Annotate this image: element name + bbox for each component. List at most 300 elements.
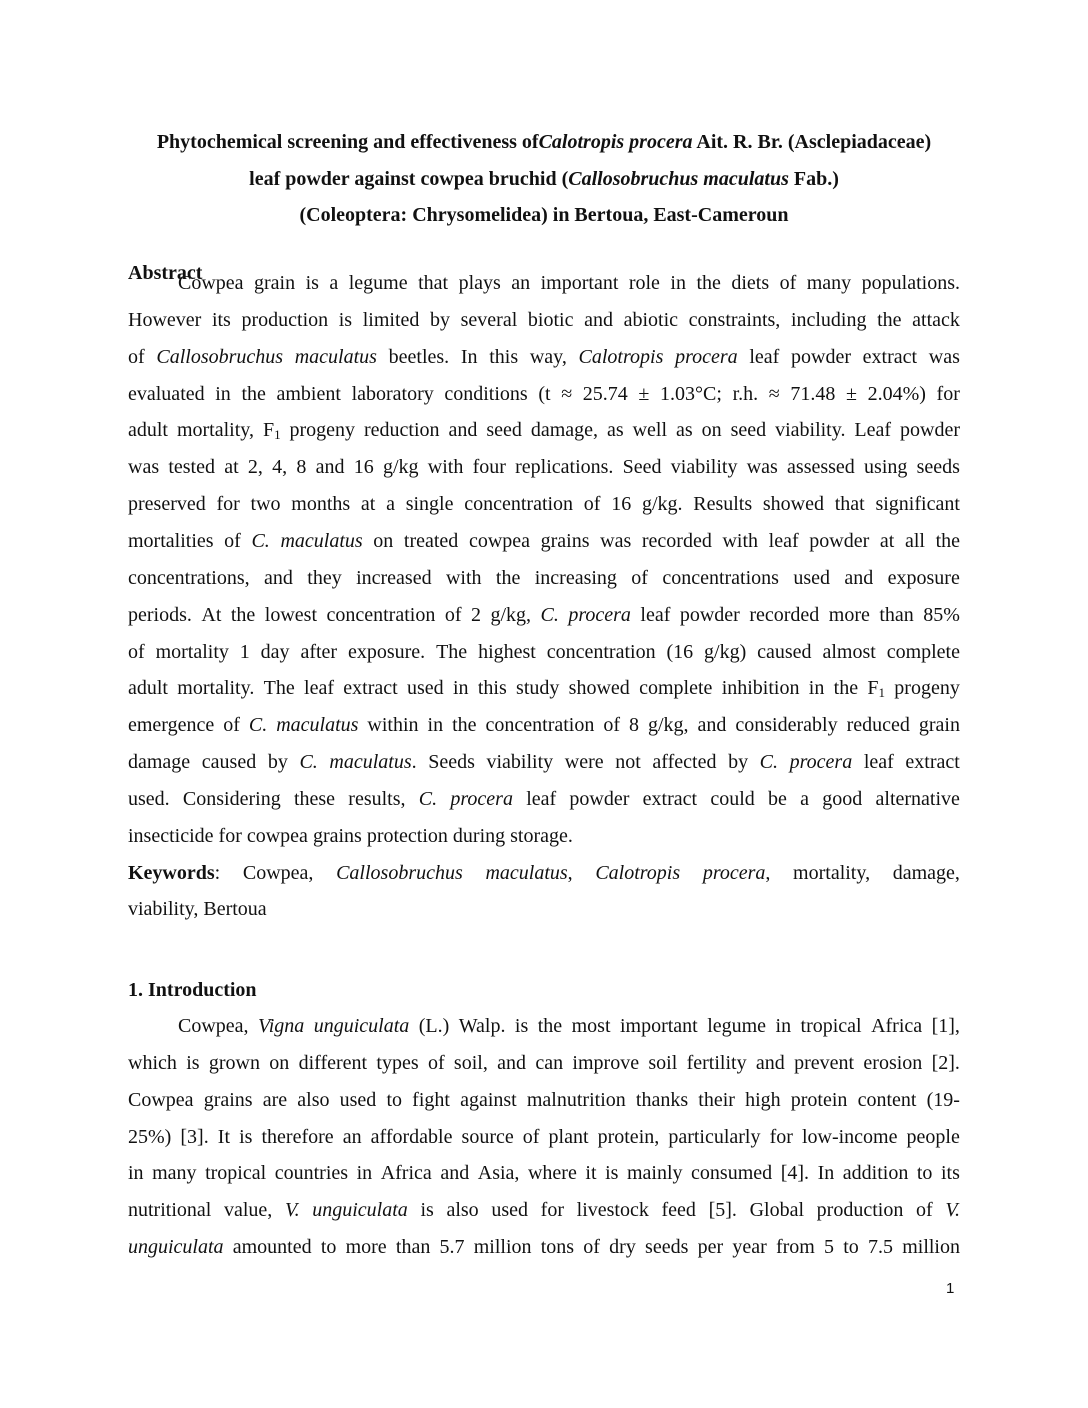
word: showed xyxy=(568,677,630,699)
word: of xyxy=(631,567,648,589)
word: is xyxy=(420,1199,434,1221)
word: low-income xyxy=(801,1126,898,1148)
word: production xyxy=(241,309,329,331)
word: for xyxy=(216,493,240,515)
abstract-heading: Abstract xyxy=(128,262,203,284)
word: particularly xyxy=(668,1126,761,1148)
word: cowpea xyxy=(468,530,531,552)
word: concentration xyxy=(326,604,436,626)
word: on xyxy=(701,419,722,441)
word: by xyxy=(430,309,451,331)
word: g/kg xyxy=(382,456,419,478)
word: extract xyxy=(343,677,398,699)
word: from xyxy=(775,1236,815,1258)
word: is xyxy=(186,1052,200,1074)
word: as xyxy=(676,419,693,441)
word: ± xyxy=(845,383,857,405)
word: reduction xyxy=(364,419,440,441)
word: powder xyxy=(900,419,960,441)
word: 85% xyxy=(923,604,960,626)
word: concentration xyxy=(546,641,656,663)
word: role xyxy=(628,272,660,294)
word: more xyxy=(345,1236,387,1258)
word: plays xyxy=(458,272,501,294)
word: addition xyxy=(842,1162,909,1184)
word: high xyxy=(745,1089,781,1111)
word: and xyxy=(315,456,345,478)
word: production xyxy=(816,1199,904,1221)
word: grown xyxy=(208,1052,260,1074)
word: were xyxy=(564,751,604,773)
word: months xyxy=(291,493,351,515)
word: protein, xyxy=(597,1126,660,1148)
word: leaf xyxy=(640,604,671,626)
word: well xyxy=(632,419,668,441)
text-line xyxy=(178,1014,960,1038)
word: consumed xyxy=(691,1162,773,1184)
word: 4, xyxy=(272,456,288,478)
word: Leaf xyxy=(854,419,892,441)
paper-title-line-3: (Coleoptera: Chrysomelidea) in Bertoua, East-Cameroun xyxy=(299,204,789,226)
word: in xyxy=(215,383,231,405)
word: protection xyxy=(366,825,448,847)
word: the xyxy=(537,1015,563,1037)
word: concentration xyxy=(485,714,595,736)
word: showed xyxy=(762,493,824,515)
word: used xyxy=(407,677,444,699)
word: of xyxy=(128,641,145,663)
word: good xyxy=(822,788,863,810)
word: considerably xyxy=(735,714,838,736)
word: Bertoua xyxy=(203,898,267,920)
word: it xyxy=(585,1162,597,1184)
word: is xyxy=(305,272,319,294)
word: in xyxy=(427,714,444,736)
word: extract xyxy=(642,788,698,810)
word: Global xyxy=(749,1199,805,1221)
title-text: Phytochemical screening and effectiveness of xyxy=(156,131,539,153)
word: by xyxy=(267,751,288,773)
word: 2, xyxy=(247,456,263,478)
word: year xyxy=(732,1236,767,1258)
word: on xyxy=(269,1052,290,1074)
text-line xyxy=(128,824,960,848)
word: diets xyxy=(731,272,770,294)
word: legume xyxy=(348,272,408,294)
word: powder xyxy=(679,604,740,626)
word: insecticide xyxy=(128,825,214,847)
word: replications. xyxy=(515,456,614,478)
word: tested xyxy=(168,456,215,478)
word: increasing xyxy=(534,567,617,589)
word: maculatus. xyxy=(329,751,417,773)
word: of xyxy=(427,1052,445,1074)
word: g/kg, xyxy=(647,714,689,736)
word: seeds xyxy=(645,1236,689,1258)
word: used xyxy=(491,1199,528,1221)
word: Africa xyxy=(380,1162,432,1184)
word: way, xyxy=(529,346,567,368)
word: (t xyxy=(538,383,551,405)
word: thanks xyxy=(635,1089,689,1111)
word: biotic xyxy=(527,309,574,331)
word: reduced xyxy=(846,714,910,736)
word: grains xyxy=(540,530,590,552)
word: alternative xyxy=(875,788,960,810)
word: damage, xyxy=(892,862,960,884)
word: tropical xyxy=(205,1162,267,1184)
word: of xyxy=(224,530,241,552)
word: The xyxy=(263,677,295,699)
word: viability, xyxy=(128,898,199,920)
word: at xyxy=(360,493,376,515)
word: erosion xyxy=(863,1052,923,1074)
title-text: Ait. R. Br. (Asclepiadaceae) xyxy=(692,131,932,153)
word: 16 xyxy=(611,493,632,515)
text-line xyxy=(128,308,960,332)
word: of xyxy=(915,1199,933,1221)
word: as xyxy=(606,419,624,441)
word: feed xyxy=(661,1199,696,1221)
word: (16 xyxy=(666,641,694,663)
word: was xyxy=(128,456,160,478)
word: storage. xyxy=(510,825,573,847)
word: the xyxy=(696,272,721,294)
word: viability xyxy=(486,751,554,773)
word: Seed xyxy=(622,456,662,478)
word: Callosobruchus xyxy=(336,862,463,884)
word: several xyxy=(460,309,518,331)
word: not xyxy=(615,751,641,773)
word: used. xyxy=(128,788,170,810)
word: the xyxy=(241,383,266,405)
word: of xyxy=(583,1236,600,1258)
word: abiotic xyxy=(623,309,679,331)
word: within xyxy=(367,714,419,736)
word: preserved xyxy=(128,493,206,515)
word: r.h. xyxy=(732,383,759,405)
word: ≈ xyxy=(561,383,573,405)
text-line xyxy=(178,271,960,295)
word: 16 xyxy=(353,456,374,478)
word: powder xyxy=(809,530,870,552)
word: single xyxy=(405,493,454,515)
text-line xyxy=(128,1161,960,1185)
word: However xyxy=(128,309,202,331)
word: where xyxy=(527,1162,577,1184)
word: with xyxy=(722,530,759,552)
word: g/kg, xyxy=(490,604,532,626)
word: 8 xyxy=(628,714,639,736)
word: limited xyxy=(362,309,420,331)
title-species-name: Callosobruchus maculatus xyxy=(568,168,789,190)
word: this xyxy=(477,677,507,699)
word: C. xyxy=(759,751,779,773)
word: in xyxy=(452,677,469,699)
word: with xyxy=(427,456,464,478)
word: 7.5 xyxy=(868,1236,893,1258)
word: legume xyxy=(707,1015,767,1037)
text-line xyxy=(128,1051,960,1075)
word: maculatus xyxy=(276,714,359,736)
word: and xyxy=(584,309,613,331)
word: mainly xyxy=(626,1162,683,1184)
word: In xyxy=(460,346,478,368)
word: V. xyxy=(284,1199,300,1221)
word: procera xyxy=(675,346,738,368)
word: highest xyxy=(478,641,536,663)
word: increased xyxy=(356,567,432,589)
text-line xyxy=(128,1198,960,1222)
word: the xyxy=(495,567,521,589)
word: these xyxy=(293,788,336,810)
word: of xyxy=(583,493,601,515)
text-line xyxy=(128,750,960,774)
word: important xyxy=(540,272,619,294)
word: the xyxy=(230,604,256,626)
word: plant xyxy=(548,1126,589,1148)
word: caused xyxy=(757,641,812,663)
word: and xyxy=(440,1162,470,1184)
word: and xyxy=(448,419,478,441)
word: also xyxy=(446,1199,479,1221)
word: countries xyxy=(274,1162,349,1184)
word: maculatus, xyxy=(485,862,573,884)
title-text: Fab.) xyxy=(788,168,839,190)
word: in xyxy=(356,1162,373,1184)
word: treated xyxy=(403,530,459,552)
word: concentrations xyxy=(662,567,779,589)
word: fight xyxy=(412,1089,450,1111)
word: most xyxy=(571,1015,611,1037)
word: Calotropis xyxy=(595,862,681,884)
word: they xyxy=(307,567,342,589)
text-line xyxy=(128,861,960,885)
word: 2 xyxy=(470,604,481,626)
word: many xyxy=(152,1162,197,1184)
word: leaf xyxy=(304,677,334,699)
word: 25%) xyxy=(128,1126,172,1148)
word: on xyxy=(373,530,394,552)
text-line xyxy=(128,492,960,516)
word: $F_1$ xyxy=(262,419,281,442)
word: [4]. xyxy=(780,1162,810,1184)
word: at xyxy=(879,530,895,552)
word: protein xyxy=(790,1089,848,1111)
word: complete xyxy=(639,677,713,699)
word: Keywords: xyxy=(128,862,221,884)
word: in xyxy=(128,1162,144,1184)
word: mortalities xyxy=(128,530,214,552)
word: people xyxy=(906,1126,960,1148)
word: procera xyxy=(450,788,513,810)
word: [5]. xyxy=(708,1199,737,1221)
word: 1.03°C; xyxy=(660,383,722,405)
word: ≈ xyxy=(768,383,780,405)
word: maculatus xyxy=(280,530,363,552)
word: [1], xyxy=(931,1015,960,1037)
word: 5.7 xyxy=(439,1236,465,1258)
word: that xyxy=(834,493,865,515)
word: leaf xyxy=(863,751,894,773)
word: are xyxy=(262,1089,288,1111)
text-line xyxy=(128,345,960,369)
word: Vigna xyxy=(258,1015,305,1037)
word: this xyxy=(489,346,519,368)
word: extract xyxy=(862,346,918,368)
text-line xyxy=(128,529,960,553)
word: in xyxy=(670,272,686,294)
word: many xyxy=(806,272,852,294)
word: for xyxy=(540,1199,564,1221)
word: seeds xyxy=(916,456,960,478)
word: source xyxy=(461,1126,514,1148)
word: with xyxy=(445,567,482,589)
word: C. xyxy=(248,714,268,736)
word: million xyxy=(473,1236,532,1258)
word: adult xyxy=(128,419,168,441)
word: Walp. xyxy=(458,1015,506,1037)
word: 2.04%) xyxy=(867,383,926,405)
word: conditions xyxy=(444,383,528,405)
word: types xyxy=(376,1052,419,1074)
word: attack xyxy=(912,309,960,331)
word: C. xyxy=(251,530,270,552)
word: inhibition xyxy=(721,677,800,699)
page-number: 1 xyxy=(946,1280,955,1297)
word: for xyxy=(218,825,242,847)
word: unguiculata xyxy=(312,1199,408,1221)
word: of xyxy=(603,714,620,736)
word: unguiculata xyxy=(313,1015,410,1037)
word: progeny xyxy=(289,419,356,441)
word: in xyxy=(775,1015,792,1037)
word: grains xyxy=(203,1089,253,1111)
word: 1 xyxy=(239,641,250,663)
word: of xyxy=(444,604,462,626)
word: of xyxy=(522,1126,540,1148)
word: was xyxy=(746,456,778,478)
word: 8 xyxy=(296,456,307,478)
word: [3]. xyxy=(180,1126,209,1148)
word: mortality xyxy=(155,641,229,663)
word: its xyxy=(211,309,231,331)
word: grains xyxy=(312,825,362,847)
word: Cowpea, xyxy=(178,1015,249,1037)
word: C. xyxy=(418,788,438,810)
word: recorded xyxy=(641,530,712,552)
word: procera xyxy=(789,751,853,773)
word: therefore xyxy=(261,1126,334,1148)
word: which xyxy=(128,1052,177,1074)
title-text: leaf powder against cowpea bruchid ( xyxy=(249,168,569,190)
word: four xyxy=(472,456,506,478)
word: their xyxy=(698,1089,735,1111)
word: and xyxy=(697,714,727,736)
word: unguiculata xyxy=(128,1236,224,1258)
word: powder xyxy=(569,788,630,810)
word: value, xyxy=(223,1199,273,1221)
word: seed xyxy=(486,419,522,441)
word: grain xyxy=(254,272,296,294)
word: also xyxy=(297,1089,330,1111)
word: V. xyxy=(945,1199,960,1221)
word: to xyxy=(916,1162,933,1184)
word: (L.) xyxy=(418,1015,450,1037)
word: than xyxy=(879,604,914,626)
word: affected xyxy=(652,751,717,773)
word: amounted xyxy=(232,1236,312,1258)
word: grain xyxy=(918,714,960,736)
word: emergence xyxy=(128,714,215,736)
word: complete xyxy=(886,641,960,663)
word: all xyxy=(904,530,925,552)
word: ambient xyxy=(276,383,341,405)
word: progeny xyxy=(894,677,960,699)
word: of xyxy=(223,714,240,736)
title-species-name: Calotropis procera xyxy=(538,131,693,153)
paper-title-line-1 xyxy=(100,130,988,154)
word: 5 xyxy=(824,1236,835,1258)
text-line xyxy=(128,713,960,737)
word: per xyxy=(697,1236,724,1258)
word: populations. xyxy=(861,272,960,294)
word: exposure xyxy=(887,567,960,589)
word: leaf xyxy=(749,346,780,368)
word: Results xyxy=(693,493,753,515)
word: a xyxy=(800,788,810,810)
word: Callosobruchus xyxy=(156,346,284,368)
word: two xyxy=(250,493,281,515)
text-line xyxy=(128,897,960,921)
word: mortality, xyxy=(176,419,254,441)
word: At xyxy=(201,604,222,626)
text-line xyxy=(128,787,960,811)
word: Cowpea, xyxy=(242,862,314,884)
word: content xyxy=(857,1089,917,1111)
word: malnutrition xyxy=(526,1089,626,1111)
word: affordable xyxy=(370,1126,453,1148)
word: powder xyxy=(791,346,851,368)
word: was xyxy=(928,346,960,368)
text-line xyxy=(128,382,960,406)
word: to xyxy=(386,1089,403,1111)
word: beetles. xyxy=(388,346,450,368)
word: C. xyxy=(299,751,318,773)
word: [2]. xyxy=(931,1052,960,1074)
word: viability xyxy=(670,456,738,478)
word: after xyxy=(300,641,338,663)
word: an xyxy=(342,1126,362,1148)
word: maculatus xyxy=(294,346,377,368)
word: for xyxy=(769,1126,793,1148)
word: g/kg. xyxy=(641,493,683,515)
word: against xyxy=(460,1089,517,1111)
word: constraints, xyxy=(688,309,781,331)
word: C. xyxy=(540,604,559,626)
word: used xyxy=(793,567,830,589)
word: be xyxy=(768,788,787,810)
word: adult xyxy=(128,677,168,699)
word: periods. xyxy=(128,604,192,626)
paper-title-line-2 xyxy=(100,167,988,191)
word: different xyxy=(298,1052,368,1074)
word: an xyxy=(511,272,531,294)
word: using xyxy=(864,456,908,478)
word: by xyxy=(728,751,749,773)
word: nutritional xyxy=(128,1199,212,1221)
word: 25.74 xyxy=(582,383,628,405)
